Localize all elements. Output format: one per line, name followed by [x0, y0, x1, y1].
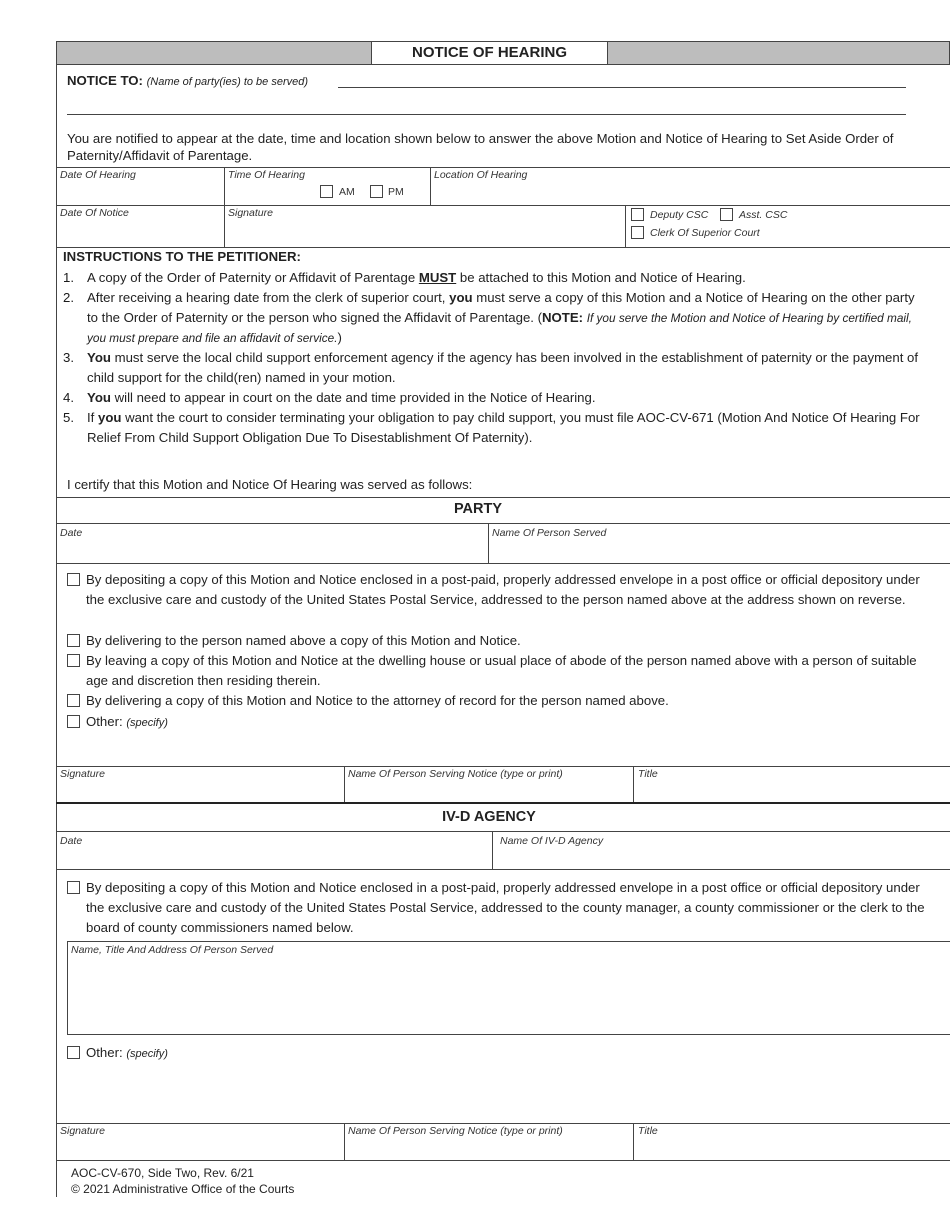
agency-option-other-checkbox[interactable]	[67, 1046, 80, 1059]
agency-date-divider	[492, 831, 493, 869]
title-bar-left	[56, 41, 372, 65]
agency-heading: IV-D AGENCY	[442, 809, 536, 825]
am-label: AM	[339, 186, 355, 198]
instruction-3-you: You	[87, 350, 111, 365]
intro-text: You are notified to appear at the date, time and location shown below to answer the above Motion and Notice of Hearing to Set Aside Order of Paternity/Affidavit of Parentage.	[67, 131, 894, 163]
instruction-4-you: You	[87, 390, 111, 405]
instruction-number-1: 1.	[63, 270, 74, 285]
time-of-hearing-label: Time Of Hearing	[228, 169, 305, 181]
hearing-table-top	[56, 167, 950, 168]
deputy-csc-checkbox[interactable]	[631, 208, 644, 221]
asst-csc-checkbox[interactable]	[720, 208, 733, 221]
party-date-label: Date	[60, 527, 83, 539]
instruction-1-text-a: A copy of the Order of Paternity or Affidavit of Parentage	[87, 270, 416, 285]
party-signature-label: Signature	[60, 768, 105, 780]
instruction-2-you: you	[449, 290, 473, 305]
notice-to-input-line-2[interactable]	[67, 114, 906, 115]
form-title: NOTICE OF HEARING	[411, 44, 567, 61]
date-of-notice-label: Date Of Notice	[60, 207, 129, 219]
notice-to-input-line[interactable]	[338, 87, 906, 88]
instruction-2	[87, 288, 927, 348]
form-left-border	[56, 41, 57, 1197]
notice-to-label: NOTICE TO:	[67, 73, 143, 88]
instruction-2-note-text: If you serve the Motion and Notice of Hearing by certified mail, you must prepare and file an affidavit of service.	[87, 311, 912, 345]
party-heading-bottom	[56, 523, 950, 524]
agency-option-mail: By depositing a copy of this Motion and Notice enclosed in a post-paid, properly addressed envelope in a post office or official depository under the exclusive care and custody of the United States Postal Service, addressed to the county manager, a county commissioner or the clerk to the board of county commissioners named below.	[86, 880, 925, 935]
hearing-divider-1	[224, 167, 225, 247]
party-option-deliver: By delivering to the person named above a copy of this Motion and Notice.	[86, 633, 521, 648]
party-option-attorney: By delivering a copy of this Motion and Notice to the attorney of record for the person named above.	[86, 693, 669, 708]
instruction-2-text-a: After receiving a hearing date from the clerk of superior court,	[87, 290, 446, 305]
instructions-heading: INSTRUCTIONS TO THE PETITIONER:	[63, 249, 301, 264]
party-option-deliver-checkbox[interactable]	[67, 634, 80, 647]
notice-to-line	[67, 71, 308, 92]
agency-server-name-label: Name Of Person Serving Notice (type or print)	[348, 1125, 563, 1137]
agency-date-label: Date	[60, 835, 83, 847]
instruction-3	[87, 348, 927, 388]
agency-heading-bottom	[56, 831, 950, 832]
party-bottom-thick	[56, 802, 950, 804]
party-other-label: Other:	[86, 714, 123, 729]
party-sig-divider-2	[633, 766, 634, 802]
instruction-number-4: 4.	[63, 390, 74, 405]
agency-sig-divider-1	[344, 1123, 345, 1160]
clerk-checkbox[interactable]	[631, 226, 644, 239]
date-of-hearing-label: Date Of Hearing	[60, 169, 136, 181]
party-heading: PARTY	[453, 501, 503, 517]
agency-served-label: Name, Title And Address Of Person Served	[71, 944, 274, 956]
party-option-mail-checkbox[interactable]	[67, 573, 80, 586]
instruction-2-text-c: must serve a copy of this Motion and a Notice of Hearing on the other party to the Order of Paternity or the person who signed the Affidavit of Parentage. (	[87, 290, 915, 325]
party-option-leave: By leaving a copy of this Motion and Notice at the dwelling house or usual place of abode of the person named above with a person of suitable age and discretion then residing therein.	[86, 653, 917, 688]
pm-label: PM	[388, 186, 404, 198]
agency-signature-label: Signature	[60, 1125, 105, 1137]
agency-sig-divider-2	[633, 1123, 634, 1160]
hearing-divider-3	[625, 205, 626, 247]
instruction-1-text-c: be attached to this Motion and Notice of Hearing.	[459, 270, 746, 285]
instruction-number-2: 2.	[63, 290, 74, 305]
party-server-name-label: Name Of Person Serving Notice (type or print)	[348, 768, 563, 780]
notice-to-hint: (Name of party(ies) to be served)	[146, 76, 309, 88]
party-option-other	[86, 712, 168, 733]
signature-label: Signature	[228, 207, 273, 219]
agency-name-label: Name Of IV-D Agency	[500, 835, 604, 847]
pm-checkbox[interactable]	[370, 185, 383, 198]
instruction-5-you: you	[98, 410, 122, 425]
party-top-line	[56, 497, 950, 498]
agency-signature-top	[56, 1123, 950, 1124]
party-option-attorney-checkbox[interactable]	[67, 694, 80, 707]
title-bar-right	[607, 41, 950, 65]
asst-csc-label: Asst. CSC	[739, 209, 788, 221]
agency-other-label: Other:	[86, 1045, 123, 1060]
party-title-label: Title	[638, 768, 658, 780]
footer-copyright: © 2021 Administrative Office of the Courts	[71, 1182, 295, 1196]
party-signature-top	[56, 766, 950, 767]
party-other-hint: (specify)	[126, 717, 168, 729]
instruction-5-text: want the court to consider terminating your obligation to pay child support, you must file AOC-CV-671 (Motion And Notice Of Hearing For Relief From Child Support Obligation Due To Disestablishment Of Paternity).	[87, 410, 920, 445]
instruction-3-text: must serve the local child support enforcement agency if the agency has been involved in the establishment of paternity or the payment of child support for the child(ren) named in your motion.	[87, 350, 919, 385]
instruction-4-text: will need to appear in court on the date and time provided in the Notice of Hearing.	[114, 390, 596, 405]
agency-option-mail-checkbox[interactable]	[67, 881, 80, 894]
deputy-csc-label: Deputy CSC	[650, 209, 709, 221]
instruction-number-3: 3.	[63, 350, 74, 365]
party-name-served-label: Name Of Person Served	[492, 527, 607, 539]
am-checkbox[interactable]	[320, 185, 333, 198]
agency-signature-bottom	[56, 1160, 950, 1161]
instruction-5	[87, 408, 927, 448]
instruction-2-close: )	[337, 330, 342, 345]
party-option-leave-checkbox[interactable]	[67, 654, 80, 667]
instruction-number-5: 5.	[63, 410, 74, 425]
instruction-4	[87, 388, 927, 408]
party-date-divider	[488, 523, 489, 563]
instruction-1	[87, 268, 927, 288]
instruction-2-note: NOTE:	[542, 310, 584, 325]
certify-text: I certify that this Motion and Notice Of Hearing was served as follows:	[67, 477, 473, 492]
hearing-row-divider	[56, 205, 950, 206]
footer-form-id: AOC-CV-670, Side Two, Rev. 6/21	[71, 1166, 254, 1180]
party-date-bottom	[56, 563, 950, 564]
party-option-other-checkbox[interactable]	[67, 715, 80, 728]
hearing-divider-2	[430, 167, 431, 205]
instruction-1-must: MUST	[418, 270, 457, 285]
agency-option-other	[86, 1043, 168, 1064]
agency-date-bottom	[56, 869, 950, 870]
agency-title-label: Title	[638, 1125, 658, 1137]
location-of-hearing-label: Location Of Hearing	[434, 169, 528, 181]
agency-other-hint: (specify)	[126, 1048, 168, 1060]
clerk-label: Clerk Of Superior Court	[650, 227, 760, 239]
party-option-mail: By depositing a copy of this Motion and Notice enclosed in a post-paid, properly addressed envelope in a post office or official depository under the exclusive care and custody of the United States Postal Service, addressed to the person named above at the address shown on reverse.	[86, 572, 920, 607]
instruction-5-if: If	[87, 410, 95, 425]
party-sig-divider-1	[344, 766, 345, 802]
